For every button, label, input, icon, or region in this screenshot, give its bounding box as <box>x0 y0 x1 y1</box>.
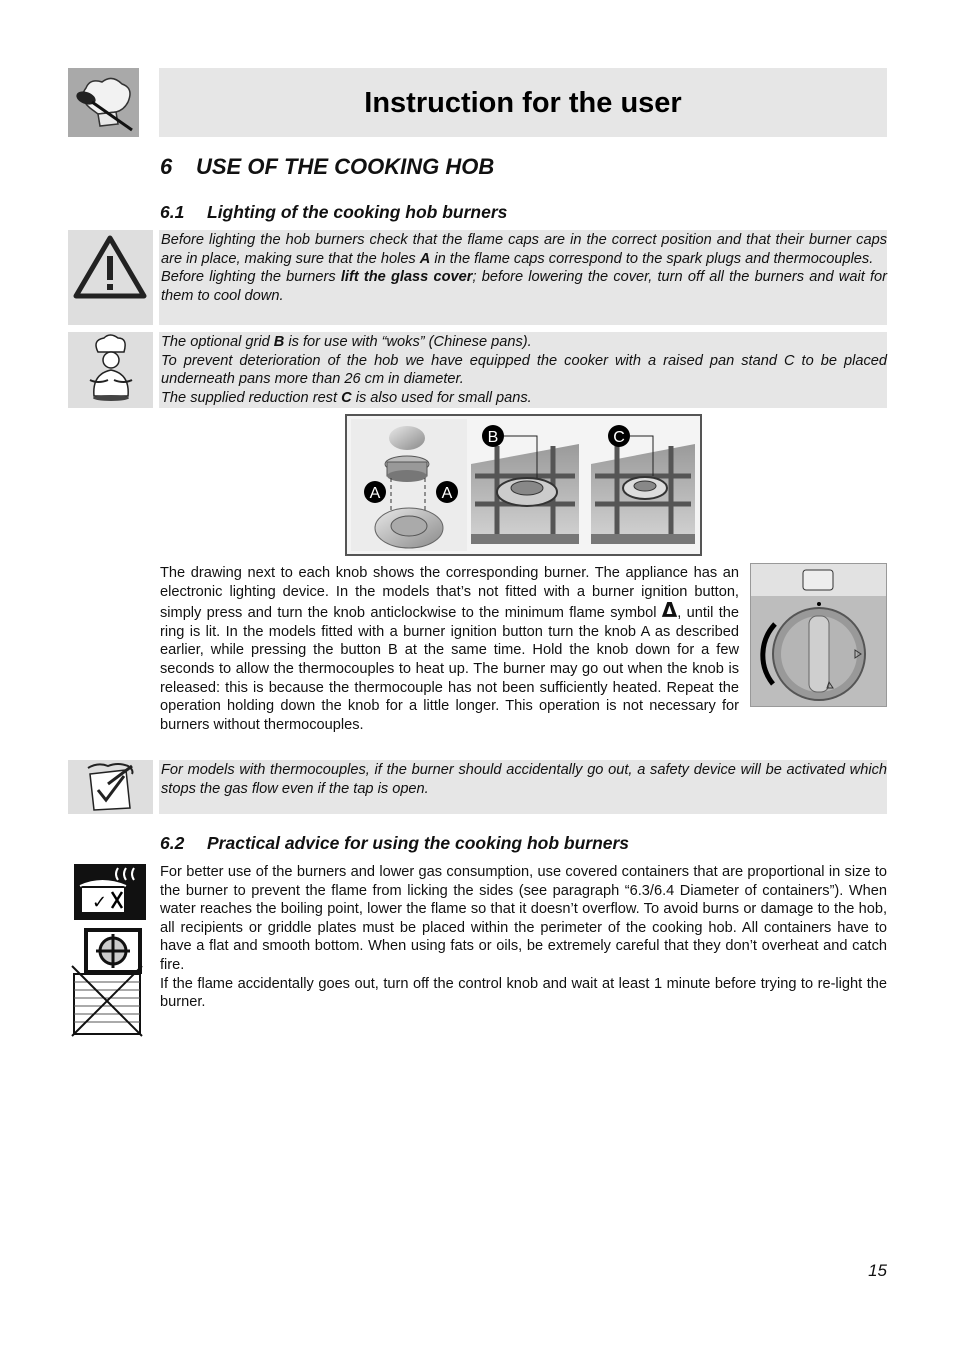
svg-text:✓: ✓ <box>92 892 108 913</box>
flame-symbol: Δ <box>661 598 678 623</box>
burner-figure <box>345 414 702 556</box>
subsection-number: 6.2 <box>160 833 185 853</box>
subsection-heading-6-2 <box>160 833 629 854</box>
covered-pan-check-icon <box>70 862 148 922</box>
note-icon-box <box>68 760 153 814</box>
section-heading <box>160 154 494 180</box>
label-a-right: A <box>441 485 453 502</box>
control-knob-icon <box>751 564 886 706</box>
chef-icon <box>68 332 153 408</box>
knob-illustration <box>750 563 887 707</box>
tip-box <box>159 332 887 408</box>
warning-icon-box <box>68 230 153 325</box>
note-box <box>159 760 887 814</box>
label-b: B <box>487 429 499 446</box>
advice-paragraph-1: For better use of the burners and lower gas consumption, use covered containers that are proportional in size to the burner to prevent the flame from licking the sides (see paragraph “6.3/6.4 Diameter of containers”). When water reaches the boiling point, lower the flame so that it doesn’t overflow. To avoid burns or damage to the hob, all recipients or griddle plates must be placed within the perimeter of the cooking hob. All containers have to have a flat and smooth bottom. When using fats or oils, be extremely careful that they don’t overheat and catch fire. <box>160 864 887 973</box>
warning-box <box>159 230 887 325</box>
lighting-paragraph: The drawing next to each knob shows the corresponding burner. The appliance has an electronic lighting device. In the models that’s not fitted with a burner ignition button, simply press and turn the knob anticlockwise to the minimum flame symbol Δ, until the ring is lit. In the models fitted with a burner ignition button turn the knob A as described earlier, while pressing the button B at the same time. Hold the knob down for a few seconds to allow the thermocouples to heat up. The burner may go out when the knob is released: this is because the thermocouple has not been sufficiently heated. Repeat the operation holding down the knob for a little longer. This operation is not necessary for burners without thermocouples. <box>160 565 739 733</box>
hob-perimeter-icon-box <box>70 926 148 1043</box>
subsection-title: Practical advice for using the cooking hob burners <box>207 833 630 853</box>
reduction-rest-illustration <box>591 444 695 544</box>
notepad-pen-icon <box>68 760 153 814</box>
burner-illustration <box>347 416 700 554</box>
subsection-number: 6.1 <box>160 202 185 222</box>
covered-pan-icon-box <box>70 862 148 927</box>
warning-text: Before lighting the hob burners check that the flame caps are in the correct position and that their burner caps are in place, making sure that the holes A in the flame caps correspond to the spark plugs and thermocouples. Before lighting the burners lift the glass cover; before lowering the cover, turn off all the burners and wait for them to cool down. <box>161 232 887 304</box>
tip-icon-box <box>68 332 153 408</box>
page-title: Instruction for the user <box>364 87 682 119</box>
label-c: C <box>613 429 625 446</box>
hob-perimeter-icon <box>70 926 148 1038</box>
label-a-left: A <box>369 485 381 502</box>
chef-hat-spoon-icon <box>68 68 139 137</box>
section-number: 6 <box>160 154 173 179</box>
section-title: USE OF THE COOKING HOB <box>196 154 495 179</box>
subsection-title: Lighting of the cooking hob burners <box>207 202 508 222</box>
tip-text: The optional grid B is for use with “woks” (Chinese pans). To prevent deterioration of the hob we have equipped the cooker with a raised pan stand C to be placed underneath pans more than 26 cm in diameter. The supplied reduction rest C is also used for small pans. <box>161 334 887 406</box>
note-text: For models with thermocouples, if the burner should accidentally go out, a safety device will be activated which stops the gas flow even if the tap is open. <box>161 762 887 797</box>
header-logo <box>68 68 139 137</box>
warning-triangle-icon <box>68 230 153 325</box>
wok-grid-illustration <box>471 444 579 544</box>
page-number: 15 <box>868 1261 887 1280</box>
advice-paragraph-2: If the flame accidentally goes out, turn off the control knob and wait at least 1 minute before trying to re-light the burner. <box>160 975 887 1011</box>
subsection-heading-6-1 <box>160 202 507 223</box>
advice-text <box>160 863 887 1012</box>
